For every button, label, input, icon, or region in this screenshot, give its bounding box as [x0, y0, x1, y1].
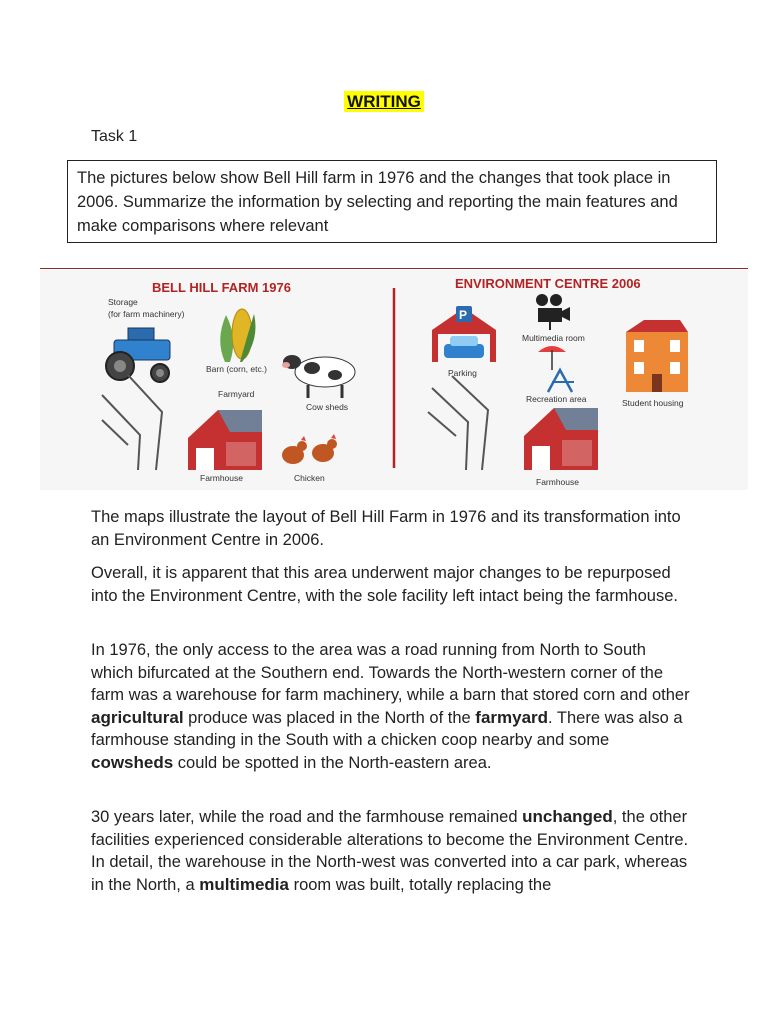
essay-p3-text-3: . There was also a farmhouse standing in the South with a chicken coop nearby and some [91, 708, 683, 749]
task-prompt-box [67, 160, 717, 243]
essay-paragraph-3 [91, 639, 691, 774]
maps-figure [40, 270, 748, 490]
label-farmyard: Farmyard [218, 389, 255, 399]
farmhouse-icon-right [524, 408, 598, 470]
essay-p4-text-2: , the other facilities experienced considerable alterations to become the Environment Centre. In detail, the warehouse in the North-west was converted into a car park, whereas in the North, a [91, 808, 689, 894]
beach-chair-icon [538, 346, 574, 392]
label-cow-sheds: Cow sheds [306, 402, 349, 412]
maps-illustration [40, 270, 748, 490]
label-chicken: Chicken [294, 473, 325, 483]
essay-p2-text: Overall, it is apparent that this area underwent major changes to be repurposed into the Environment Centre, with the sole facility left intact being the farmhouse. [91, 564, 678, 605]
essay-p3-text-4: could be spotted in the North-eastern area. [173, 753, 492, 772]
essay-p3-text-2: produce was placed in the North of the [183, 708, 476, 727]
essay-p4-text-1: 30 years later, while the road and the farmhouse remained [91, 808, 523, 826]
label-recreation: Recreation area [526, 394, 587, 404]
cow-icon [282, 355, 355, 398]
essay-p3-text-1: In 1976, the only access to the area was a road running from North to South which bifurcated at the Southern end. Towards the North-western corner of the farm was a warehouse for farm machinery, while a barn that stored corn and other [91, 641, 690, 704]
essay-p4-text-3: room was built, totally replacing the [288, 875, 552, 894]
label-parking: Parking [448, 368, 477, 378]
road-left [102, 375, 162, 470]
essay-p3-bold-farmyard: farmyard [475, 707, 549, 727]
essay-paragraph-2 [91, 562, 691, 607]
tractor-icon [106, 328, 170, 382]
right-map-title: ENVIRONMENT CENTRE 2006 [455, 276, 641, 291]
label-student-housing: Student housing [622, 398, 684, 408]
parking-icon [432, 306, 496, 362]
corn-icon [220, 309, 255, 362]
essay-paragraph-1 [91, 506, 691, 551]
road-right [428, 376, 488, 470]
task-prompt-text: The pictures below show Bell Hill farm in 1976 and the changes that took place in 2006. Summarize the information by selecting and reporting the main features and make comparisons where relevant [77, 169, 678, 235]
farmhouse-icon-left [188, 410, 262, 470]
label-farmhouse-left: Farmhouse [200, 473, 243, 483]
essay-p3-bold-cowsheds: cowsheds [91, 752, 174, 772]
essay-p3-bold-agricultural: agricultural [91, 707, 184, 727]
essay-p1-text: The maps illustrate the layout of Bell Hill Farm in 1976 and its transformation into an Environment Centre in 2006. [91, 508, 681, 549]
task-label: Task 1 [91, 128, 138, 145]
chicken-icon [282, 434, 337, 464]
essay-paragraph-4 [91, 806, 691, 896]
building-icon [626, 320, 688, 392]
heading-text: WRITING [344, 91, 424, 112]
projector-icon [536, 294, 570, 330]
label-farmhouse-right: Farmhouse [536, 477, 579, 487]
svg-text:P: P [459, 308, 468, 322]
label-storage-sub: (for farm machinery) [108, 309, 185, 319]
essay-p4-bold-multimedia: multimedia [199, 874, 289, 894]
left-map-title: BELL HILL FARM 1976 [152, 280, 291, 295]
divider-line [40, 268, 748, 269]
essay-p4-bold-unchanged: unchanged [522, 807, 613, 826]
label-multimedia: Multimedia room [522, 333, 585, 343]
label-barn: Barn (corn, etc.) [206, 364, 267, 374]
page-heading [0, 92, 768, 112]
label-storage: Storage [108, 297, 138, 307]
